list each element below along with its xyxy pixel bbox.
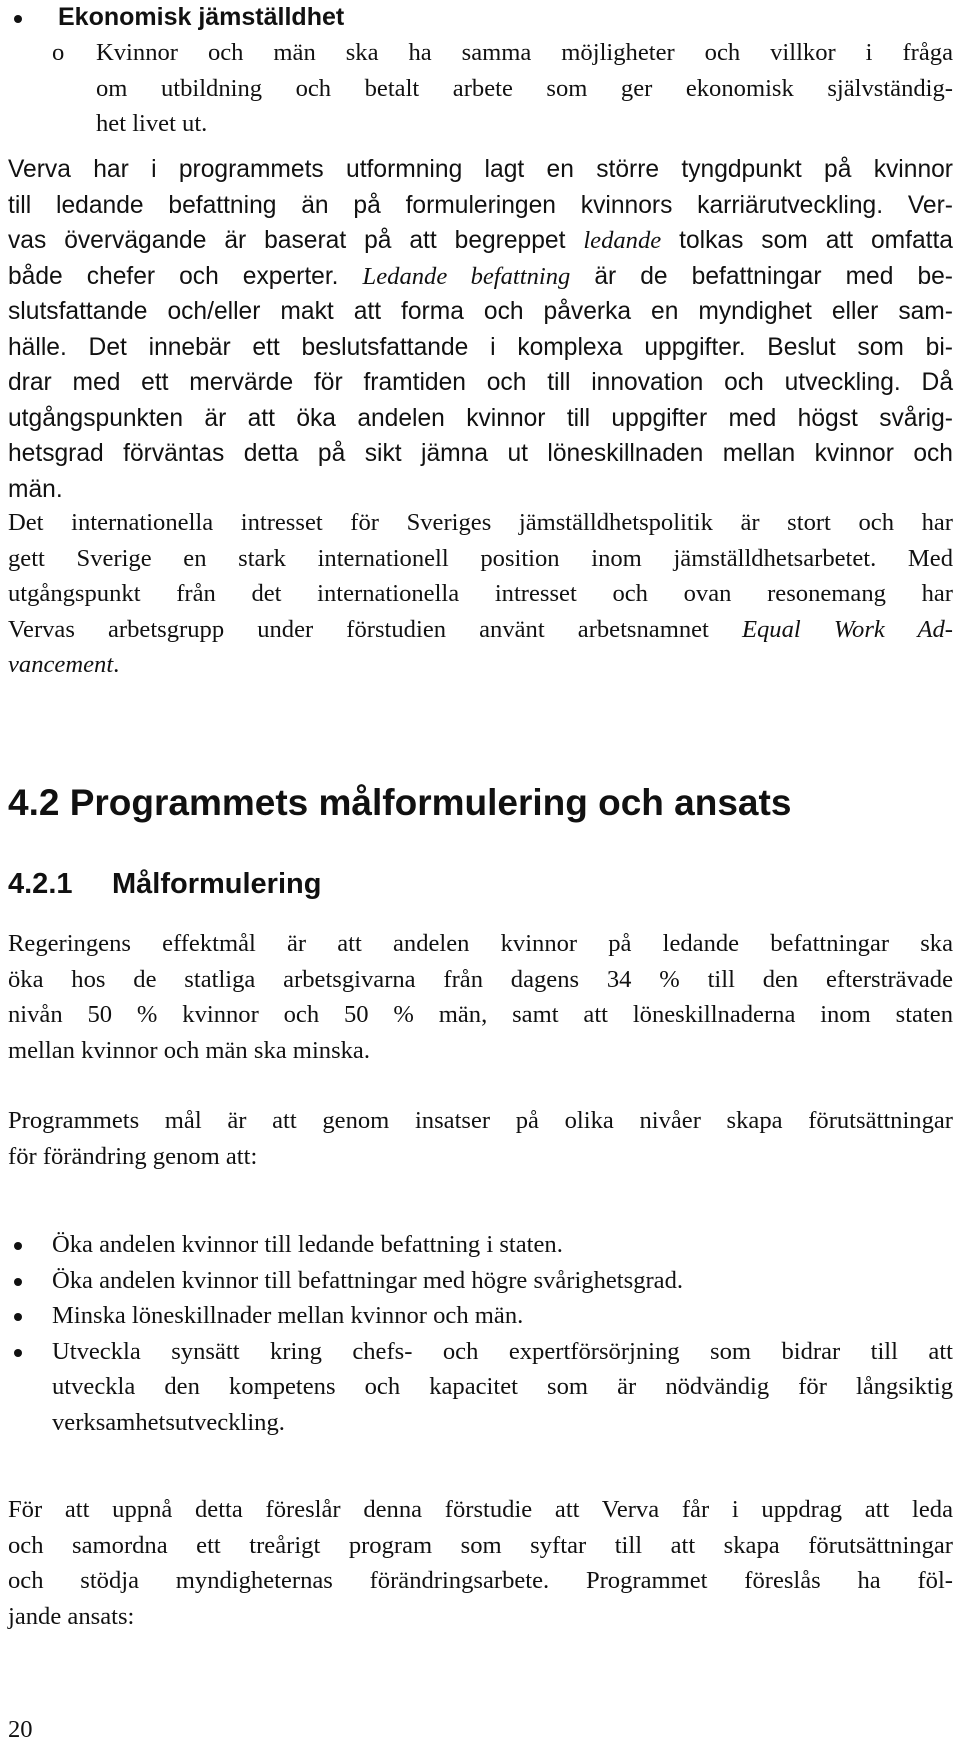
- para3-line-3: nivån 50 % kvinnor och 50 % män, samt att löneskillnaderna inom staten: [8, 1001, 953, 1028]
- bullet-dot-icon: [14, 1242, 22, 1250]
- list-item-line: verksamhetsutveckling.: [52, 1408, 285, 1436]
- sub-bullet-item: [52, 35, 953, 142]
- sub-bullet-line-1: Kvinnor och män ska ha samma möjligheter och villkor i fråga: [96, 39, 953, 66]
- para1-line-2: till ledande befattning än på formuleringen kvinnors karriärutveckling. Ver-: [8, 191, 953, 219]
- list-item: [8, 1334, 953, 1441]
- bullet-dot-icon: [14, 1349, 22, 1357]
- para2-line-5b: .: [113, 651, 120, 678]
- bullet-dot-icon: [14, 1278, 22, 1286]
- para1-line-1: Verva har i programmets utformning lagt en större tyngdpunkt på kvinnor: [8, 156, 953, 183]
- para5-line-4: jande ansats:: [8, 1602, 135, 1630]
- para1-line-7: drar med ett mervärde för framtiden och till innovation och utveckling. Då: [8, 369, 953, 396]
- para1-line-6: hälle. Det innebär ett beslutsfattande i komplexa uppgifter. Beslut som bi-: [8, 333, 953, 361]
- bullet-dot-icon: [14, 1313, 22, 1321]
- para4-line-1: Programmets mål är att genom insatser på olika nivåer skapa förutsättningar: [8, 1107, 953, 1134]
- section-heading-4-2: 4.2 Programmets målformulering och ansats: [8, 782, 792, 823]
- list-item: [8, 1227, 953, 1263]
- para3-line-4: mellan kvinnor och män ska minska.: [8, 1036, 371, 1064]
- para1-line-3a: vas övervägande är baserat på att begreppet: [8, 227, 584, 254]
- para1-line-4: [8, 259, 953, 295]
- paragraph-program-goal: [8, 1103, 953, 1174]
- para5-line-1: För att uppnå detta föreslår denna förstudie att Verva får i uppdrag att leda: [8, 1496, 953, 1523]
- sub-bullet-marker: o: [52, 39, 65, 66]
- para3-line-1: Regeringens effektmål är att andelen kvinnor på ledande befattningar ska: [8, 930, 953, 957]
- list-item-line: utveckla den kompetens och kapacitet som är nödvändig för långsiktig: [52, 1373, 953, 1400]
- paragraph-proposal: [8, 1492, 953, 1634]
- para1-term-ledande-befattning: Ledande befattning: [362, 262, 571, 290]
- para1-line-4a: både chefer och experter.: [8, 262, 363, 290]
- para1-line-4c: är de befattningar med be-: [570, 262, 953, 290]
- sub-bullet-line-2: om utbildning och betalt arbete som ger ekonomisk självständig-: [96, 74, 953, 102]
- list-item-line: Utveckla synsätt kring chefs- och expertförsörjning som bidrar till att: [52, 1337, 953, 1365]
- para2-line-4a: Vervas arbetsgrupp under förstudien använt arbetsnamnet: [8, 615, 742, 643]
- para2-term-vancement: vancement: [8, 651, 114, 678]
- page-number: 20: [8, 1716, 33, 1743]
- subsection-heading-4-2-1: [8, 866, 321, 902]
- list-item: [8, 1298, 953, 1334]
- list-item-line: Öka andelen kvinnor till befattningar med högre svårighetsgrad.: [52, 1266, 684, 1294]
- para1-line-8: utgångspunkten är att öka andelen kvinnor till uppgifter med högst svårig-: [8, 404, 953, 432]
- para1-line-9: hetsgrad förväntas detta på sikt jämna ut löneskillnaden mellan kvinnor och: [8, 440, 953, 467]
- para5-line-2: och samordna ett treårigt program som syftar till att skapa förutsättningar: [8, 1531, 953, 1559]
- paragraph-verva-focus: [8, 152, 953, 507]
- para1-line-5: slutsfattande och/eller makt att forma och påverka en myndighet eller sam-: [8, 298, 953, 325]
- list-item-line: Minska löneskillnader mellan kvinnor och män.: [52, 1302, 524, 1329]
- para2-line-1: Det internationella intresset för Sveriges jämställdhetspolitik är stort och har: [8, 509, 953, 536]
- para5-line-3: och stödja myndigheternas förändringsarbete. Programmet föreslås ha föl-: [8, 1567, 953, 1594]
- para4-line-2: för förändring genom att:: [8, 1142, 258, 1170]
- bullet-dot-icon: [14, 15, 22, 23]
- para1-line-10: män.: [8, 475, 63, 503]
- subsection-number: 4.2.1: [8, 868, 73, 900]
- para2-line-2: gett Sverige en stark internationell position inom jämställdhetsarbetet. Med: [8, 544, 953, 572]
- bullet-heading: Ekonomisk jämställdhet: [58, 3, 345, 31]
- para2-line-5: [8, 647, 953, 683]
- para1-line-3c: tolkas som att omfatta: [661, 227, 953, 254]
- para1-line-3: [8, 223, 953, 259]
- para1-term-ledande: ledande: [583, 227, 662, 254]
- sub-bullet-line-3: het livet ut.: [96, 110, 208, 137]
- list-item: [8, 1263, 953, 1299]
- goal-bullet-list: [8, 1227, 953, 1440]
- list-item-line: Öka andelen kvinnor till ledande befattning i staten.: [52, 1231, 563, 1258]
- para2-line-3: utgångspunkt från det internationella intresset och ovan resonemang har: [8, 580, 953, 607]
- subsection-title: Målformulering: [112, 868, 322, 900]
- paragraph-international-interest: [8, 505, 953, 683]
- para2-term-equal-work: Equal Work Ad-: [741, 615, 953, 643]
- para2-line-4: [8, 612, 953, 648]
- para3-line-2: öka hos de statliga arbetsgivarna från dagens 34 % till den eftersträvade: [8, 965, 953, 993]
- paragraph-effect-goal: [8, 926, 953, 1068]
